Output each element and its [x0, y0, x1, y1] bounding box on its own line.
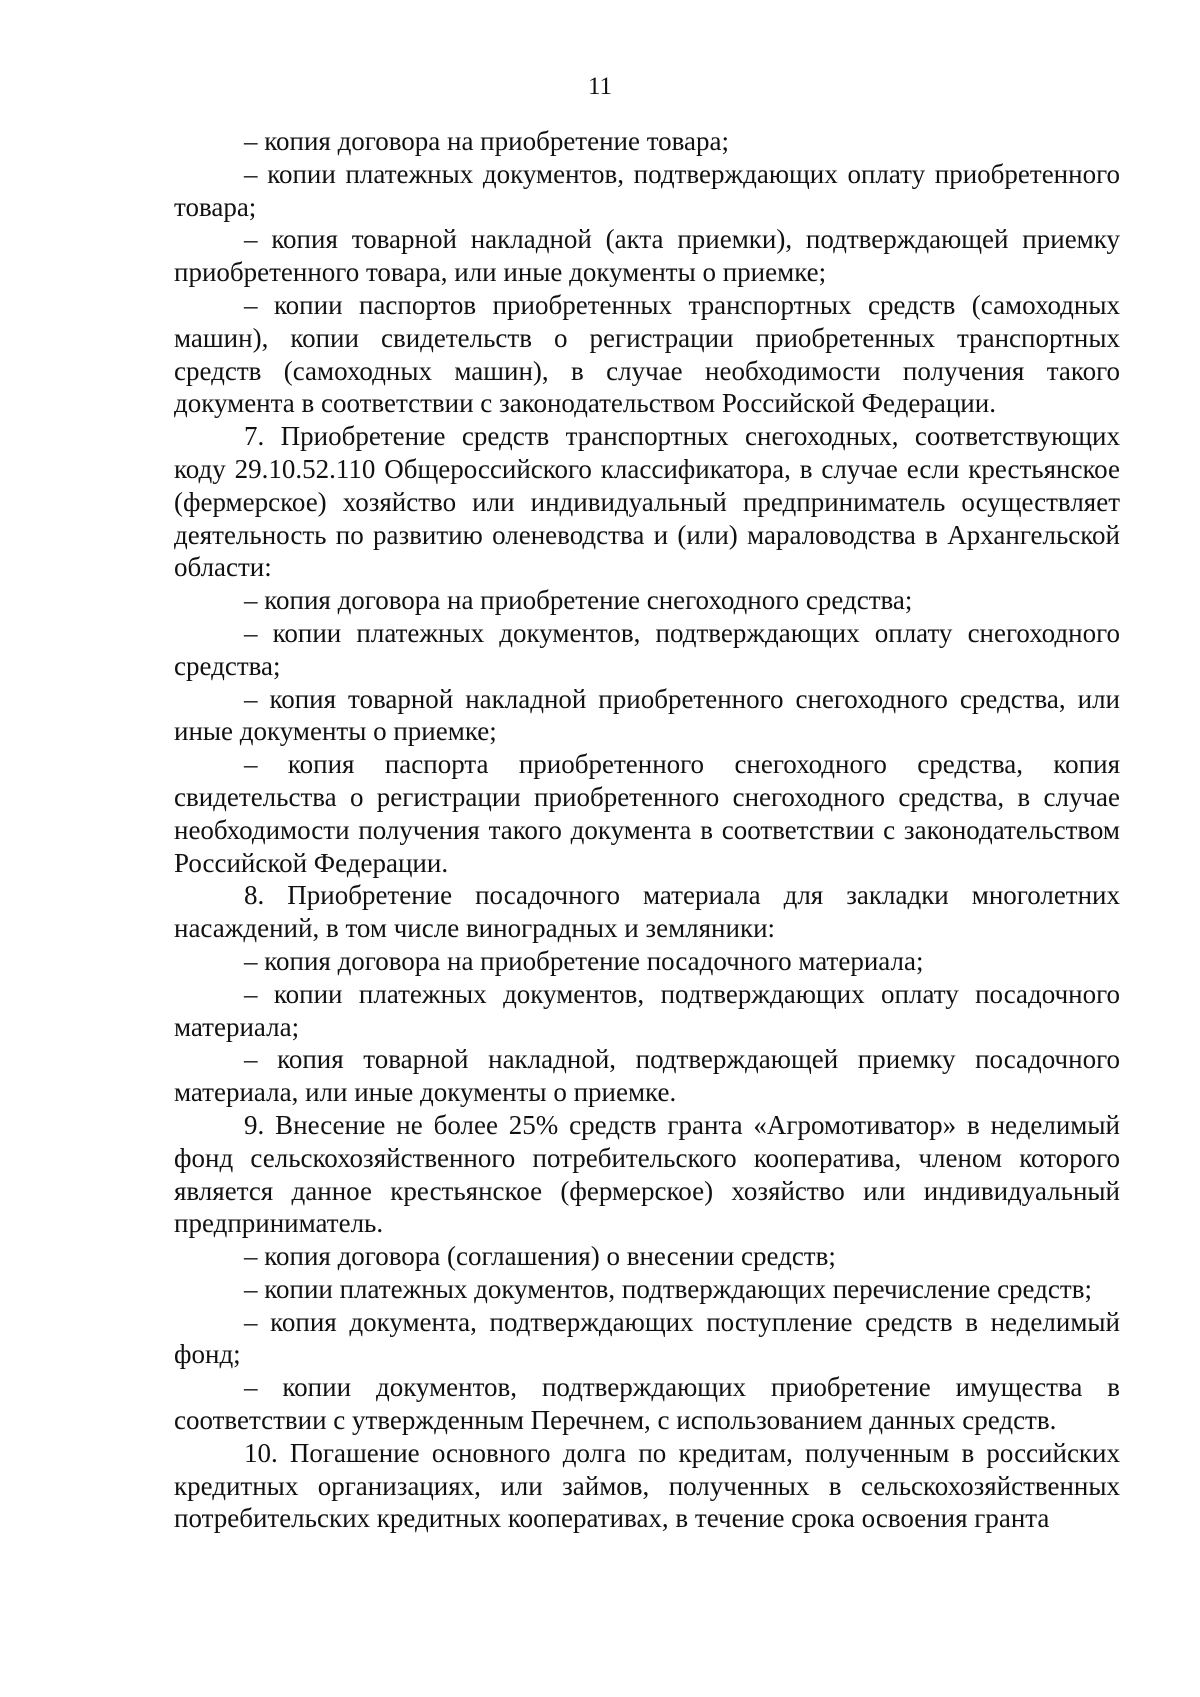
- list-item: – копии платежных документов, подтверждающих оплату приобретенного товара;: [174, 158, 1120, 222]
- list-item: – копии платежных документов, подтверждающих оплату посадочного материала;: [174, 978, 1120, 1042]
- list-item: – копии паспортов приобретенных транспортных средств (самоходных машин), копии свидетельств о регистрации приобретенных транспортных средств (самоходных машин), в случае необходимости получения такого документа в соответствии с законодательством Российской Федерации.: [174, 289, 1120, 419]
- list-item: – копия товарной накладной приобретенного снегоходного средства, или иные документы о приемке;: [174, 683, 1120, 747]
- numbered-paragraph-8: 8. Приобретение посадочного материала для закладки многолетних насаждений, в том числе виноградных и земляники:: [174, 880, 1120, 944]
- list-item: – копия договора на приобретение посадочного материала;: [244, 945, 924, 976]
- document-body: [174, 125, 1120, 1535]
- numbered-paragraph-7: 7. Приобретение средств транспортных снегоходных, соответствующих коду 29.10.52.110 Общероссийского классификатора, в случае если крестьянское (фермерское) хозяйство или индивидуальный предприниматель осуществляет деятельность по развитию оленеводства и (или) мараловодства в Архангельской области:: [174, 421, 1120, 583]
- numbered-paragraph-10: 10. Погашение основного долга по кредитам, полученным в российских кредитных организациях, или займов, полученных в сельскохозяйственных потребительских кредитных кооперативах, в течение срока освоения гранта: [174, 1437, 1120, 1534]
- list-item: – копии документов, подтверждающих приобретение имущества в соответствии с утвержденным Перечнем, с использованием данных средств.: [174, 1372, 1120, 1436]
- list-item: – копия договора (соглашения) о внесении средств;: [244, 1241, 836, 1272]
- list-item: – копии платежных документов, подтверждающих перечисление средств;: [244, 1273, 1092, 1304]
- list-item: – копия паспорта приобретенного снегоходного средства, копия свидетельства о регистрации приобретенного снегоходного средства, в случае необходимости получения такого документа в соответствии с законодательством Российской Федерации.: [174, 749, 1120, 878]
- list-item: – копия договора на приобретение снегоходного средства;: [244, 585, 913, 616]
- list-item: – копия договора на приобретение товара;: [244, 126, 730, 156]
- page-number: 11: [587, 73, 613, 100]
- list-item: – копия товарной накладной, подтверждающей приемку посадочного материала, или иные документы о приемке.: [174, 1044, 1120, 1108]
- list-item: – копия товарной накладной (акта приемки), подтверждающей приемку приобретенного товара, или иные документы о приемке;: [174, 224, 1120, 288]
- list-item: – копия документа, подтверждающих поступление средств в неделимый фонд;: [174, 1306, 1120, 1370]
- numbered-paragraph-9: 9. Внесение не более 25% средств гранта «Агромотиватор» в неделимый фонд сельскохозяйственного потребительского кооператива, членом которого является данное крестьянское (фермерское) хозяйство или индивидуальный предприниматель.: [174, 1109, 1120, 1239]
- list-item: – копии платежных документов, подтверждающих оплату снегоходного средства;: [174, 617, 1120, 681]
